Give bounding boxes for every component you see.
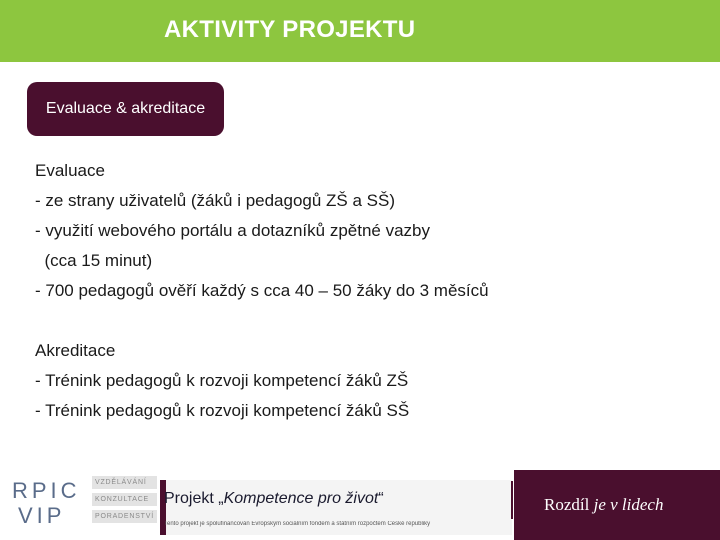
evaluace-item: - využití webového portálu a dotazníků zpětné vazby: [35, 221, 431, 240]
project-title-suffix: “: [378, 490, 384, 507]
evaluace-item-continuation: (cca 15 minut): [35, 251, 153, 270]
logo-letters-row1: RPIC: [12, 478, 81, 503]
logo-tag: KONZULTACE: [92, 493, 157, 506]
logo-letters-row2: VIP: [18, 503, 66, 528]
rpic-vip-logo-letters: [12, 478, 82, 528]
akreditace-item: - Trénink pedagogů k rozvoji kompetencí žáků ZŠ: [35, 371, 409, 390]
section-badge: [27, 82, 224, 136]
project-divider: [511, 481, 513, 519]
project-subtitle: Tento projekt je spolufinancován Evropským sociálním fondem a státním rozpočtem České republiky: [164, 521, 431, 527]
paragraph-gap: [35, 306, 695, 336]
slogan-box: [514, 470, 720, 540]
akreditace-heading: Akreditace: [35, 341, 116, 360]
logo-tags: [92, 476, 157, 527]
slogan-italic: je v lidech: [593, 495, 664, 514]
slide-body: [35, 156, 695, 426]
logo-tag: VZDĚLÁVÁNÍ: [92, 476, 157, 489]
rpic-vip-logo: [8, 470, 158, 530]
project-title-prefix: Projekt „: [164, 490, 224, 507]
project-title-name: Kompetence pro život: [223, 490, 379, 507]
slogan-plain: Rozdíl: [544, 495, 594, 514]
evaluace-heading: Evaluace: [35, 161, 105, 180]
evaluace-item: - ze strany uživatelů (žáků i pedagogů ZŠ a SŠ): [35, 191, 396, 210]
title-bar: [0, 0, 720, 62]
evaluace-item: - 700 pedagogů ověří každý s cca 40 – 50 žáky do 3 měsíců: [35, 281, 489, 300]
section-badge-label: Evaluace & akreditace: [45, 100, 206, 117]
slide-title: AKTIVITY PROJEKTU: [164, 16, 416, 43]
project-title: [164, 490, 384, 508]
logo-tag: PORADENSTVÍ: [92, 510, 157, 523]
project-banner: [160, 480, 512, 535]
akreditace-item: - Trénink pedagogů k rozvoji kompetencí žáků SŠ: [35, 401, 410, 420]
slogan: [544, 495, 663, 515]
